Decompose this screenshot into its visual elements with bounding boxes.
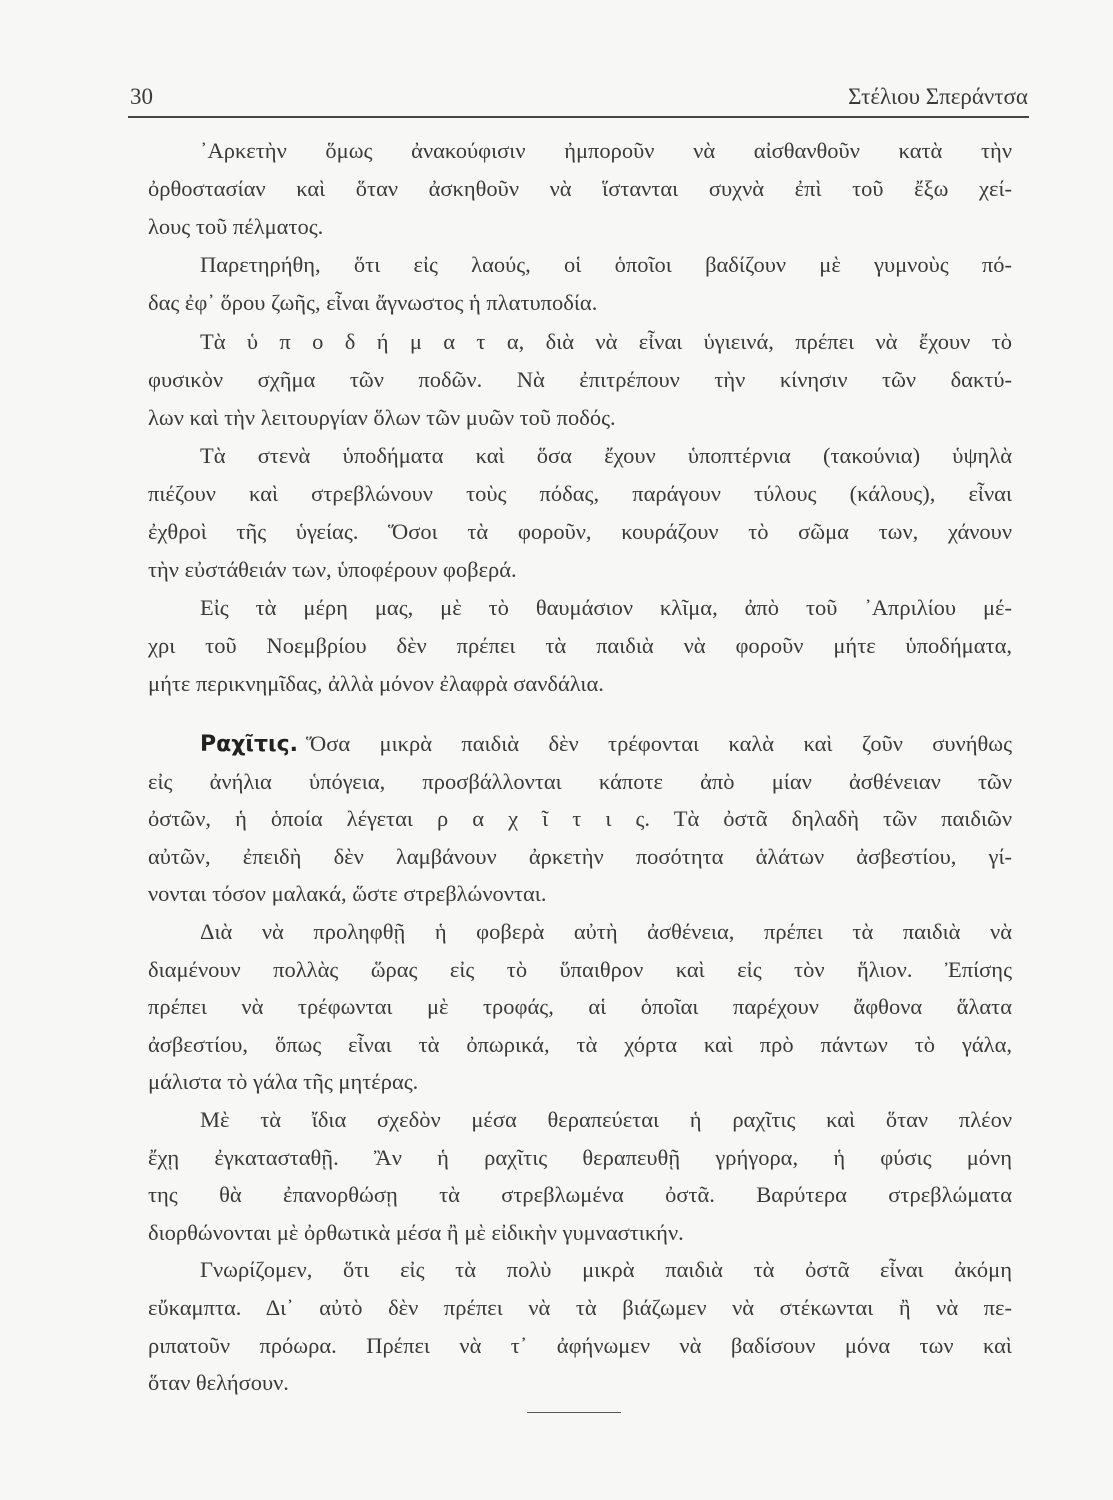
text-line xyxy=(148,842,1012,872)
line-text: μάλιστα τὸ γάλα τῆς μητέρας. xyxy=(148,1069,419,1095)
line-text: δας ἐφ᾿ ὅρου ζωῆς, εἶναι ἄγνωστος ἡ πλατυποδία. xyxy=(148,290,598,316)
text-line xyxy=(148,555,1012,585)
line-text: πιέζουν καὶ στρεβλώνουν τοὺς πόδας, παράγουν τύλους (κάλους), εἶναι xyxy=(148,480,1012,506)
text-line xyxy=(148,1331,1012,1361)
text-line xyxy=(148,955,1012,985)
section-heading: Ραχῖτις. xyxy=(200,732,299,757)
text-line xyxy=(148,288,1012,318)
text-line xyxy=(200,250,1012,280)
line-text: Μὲ τὰ ἴδια σχεδὸν μέσα θεραπεύεται ἡ ραχῖτις καὶ ὅταν πλέον xyxy=(200,1107,1012,1132)
line-text: ὀστῶν, ἡ ὁποία λέγεται ρ α χ ῖ τ ι ς. Τὰ ὀστᾶ δηλαδὴ τῶν παιδιῶν xyxy=(148,806,1012,832)
line-text: της θὰ ἐπανορθώσῃ τὰ στρεβλωμένα ὀστᾶ. Βαρύτερα στρεβλώματα xyxy=(148,1182,1012,1208)
line-text: αὐτῶν, ἐπειδὴ δὲν λαμβάνουν ἀρκετὴν ποσότητα ἁλάτων ἀσβεστίου, γί- xyxy=(148,843,1012,869)
line-text: χρι τοῦ Νοεμβρίου δὲν πρέπει τὰ παιδιὰ νὰ φοροῦν μήτε ὑποδήματα, xyxy=(148,633,1012,659)
line-text: Παρετηρήθη, ὅτι εἰς λαούς, οἱ ὁποῖοι βαδίζουν μὲ γυμνοὺς πό- xyxy=(200,252,1012,278)
text-line xyxy=(148,174,1012,204)
text-line xyxy=(148,1067,1012,1097)
line-text: ὀρθοστασίαν καὶ ὅταν ἀσκηθοῦν νὰ ἵστανται συχνὰ ἐπὶ τοῦ ἔξω χεί- xyxy=(148,176,1012,202)
line-text: λους τοῦ πέλματος. xyxy=(148,214,324,240)
text-line xyxy=(148,879,1012,909)
header-rule xyxy=(128,116,1029,118)
text-line xyxy=(148,1180,1012,1210)
text-line xyxy=(200,1255,1012,1285)
text-line xyxy=(148,1143,1012,1173)
text-line xyxy=(200,441,1012,471)
text-line xyxy=(148,517,1012,547)
line-text: ὅταν θελήσουν. xyxy=(148,1370,289,1396)
line-text: εὔκαμπτα. Δι᾿ αὐτὸ δὲν πρέπει νὰ τὰ βιάζωμεν νὰ στέκωνται ἢ νὰ πε- xyxy=(148,1295,1012,1320)
line-text: νονται τόσον μαλακά, ὥστε στρεβλώνονται. xyxy=(148,881,547,907)
line-text: τὴν εὐστάθειάν των, ὑποφέρουν φοβερά. xyxy=(148,557,517,583)
text-line xyxy=(200,136,1012,166)
text-line xyxy=(148,212,1012,242)
text-line xyxy=(148,631,1012,661)
text-line xyxy=(148,804,1012,834)
line-text: φυσικὸν σχῆμα τῶν ποδῶν. Νὰ ἐπιτρέπουν τὴν κίνησιν τῶν δακτύ- xyxy=(148,366,1012,392)
text-line xyxy=(200,917,1012,947)
line-text: εἰς ἀνήλια ὑπόγεια, προσβάλλονται κάποτε ἀπὸ μίαν ἀσθένειαν τῶν xyxy=(148,768,1012,794)
text-line xyxy=(148,1368,1012,1398)
line-text: διορθώνονται μὲ ὀρθωτικὰ μέσα ἢ μὲ εἰδικὴν γυμναστικήν. xyxy=(148,1219,684,1245)
line-text: Εἰς τὰ μέρη μας, μὲ τὸ θαυμάσιον κλῖμα, ἀπὸ τοῦ ᾿Απριλίου μέ- xyxy=(200,595,1012,621)
text-line xyxy=(200,729,1012,760)
line-text: Γνωρίζομεν, ὅτι εἰς τὰ πολὺ μικρὰ παιδιὰ τὰ ὀστᾶ εἶναι ἀκόμη xyxy=(200,1257,1012,1283)
text-line xyxy=(148,1218,1012,1248)
text-line xyxy=(200,593,1012,623)
line-text: λων καὶ τὴν λειτουργίαν ὅλων τῶν μυῶν τοῦ ποδός. xyxy=(148,404,616,430)
line-text: διαμένουν πολλὰς ὥρας εἰς τὸ ὕπαιθρον καὶ εἰς τὸν ἥλιον. Ἐπίσης xyxy=(148,956,1012,982)
line-text: Διὰ νὰ προληφθῇ ἡ φοβερὰ αὐτὴ ἀσθένεια, πρέπει τὰ παιδιὰ νὰ xyxy=(200,919,1012,944)
text-line xyxy=(148,365,1012,395)
end-rule xyxy=(527,1412,621,1413)
text-line xyxy=(200,327,1012,357)
line-text: ᾿Αρκετὴν ὅμως ἀνακούφισιν ἠμποροῦν νὰ αἰσθανθοῦν κατὰ τὴν xyxy=(200,138,1012,163)
line-text: Τὰ ὑ π ο δ ή μ α τ α, διὰ νὰ εἶναι ὑγιεινά, πρέπει νὰ ἔχουν τὸ xyxy=(200,328,1012,354)
line-text: Ὅσα μικρὰ παιδιὰ δὲν τρέφονται καλὰ καὶ ζοῦν συνήθως xyxy=(306,731,1012,756)
line-text: μήτε περικνημῖδας, ἀλλὰ μόνον ἐλαφρὰ σανδάλια. xyxy=(148,671,604,697)
line-text: ριπατοῦν πρόωρα. Πρέπει νὰ τ᾿ ἀφήνωμεν νὰ βαδίσουν μόνα των καὶ xyxy=(148,1332,1012,1358)
text-line xyxy=(148,767,1012,797)
page-number: 30 xyxy=(130,84,153,109)
running-head: Στέλιου Σπεράντσα xyxy=(848,84,1028,109)
text-line xyxy=(148,669,1012,699)
line-text: ἀσβεστίου, ὅπως εἶναι τὰ ὀπωρικά, τὰ χόρτα καὶ πρὸ πάντων τὸ γάλα, xyxy=(148,1031,1012,1057)
text-line xyxy=(200,1105,1012,1135)
text-line xyxy=(148,479,1012,509)
text-line xyxy=(148,1293,1012,1323)
text-line xyxy=(148,403,1012,433)
line-text: ἐχθροὶ τῆς ὑγείας. Ὅσοι τὰ φοροῦν, κουράζουν τὸ σῶμα των, χάνουν xyxy=(148,519,1012,544)
text-line xyxy=(148,992,1012,1022)
line-text: πρέπει νὰ τρέφωνται μὲ τροφάς, αἱ ὁποῖαι παρέχουν ἄφθονα ἅλατα xyxy=(148,994,1012,1020)
line-text: Τὰ στενὰ ὑποδήματα καὶ ὅσα ἔχουν ὑποπτέρνια (τακούνια) ὑψηλὰ xyxy=(200,442,1012,468)
line-text: ἔχῃ ἐγκατασταθῇ. Ἂν ἡ ραχῖτις θεραπευθῇ γρήγορα, ἡ φύσις μόνη xyxy=(148,1144,1012,1170)
text-line xyxy=(148,1030,1012,1060)
